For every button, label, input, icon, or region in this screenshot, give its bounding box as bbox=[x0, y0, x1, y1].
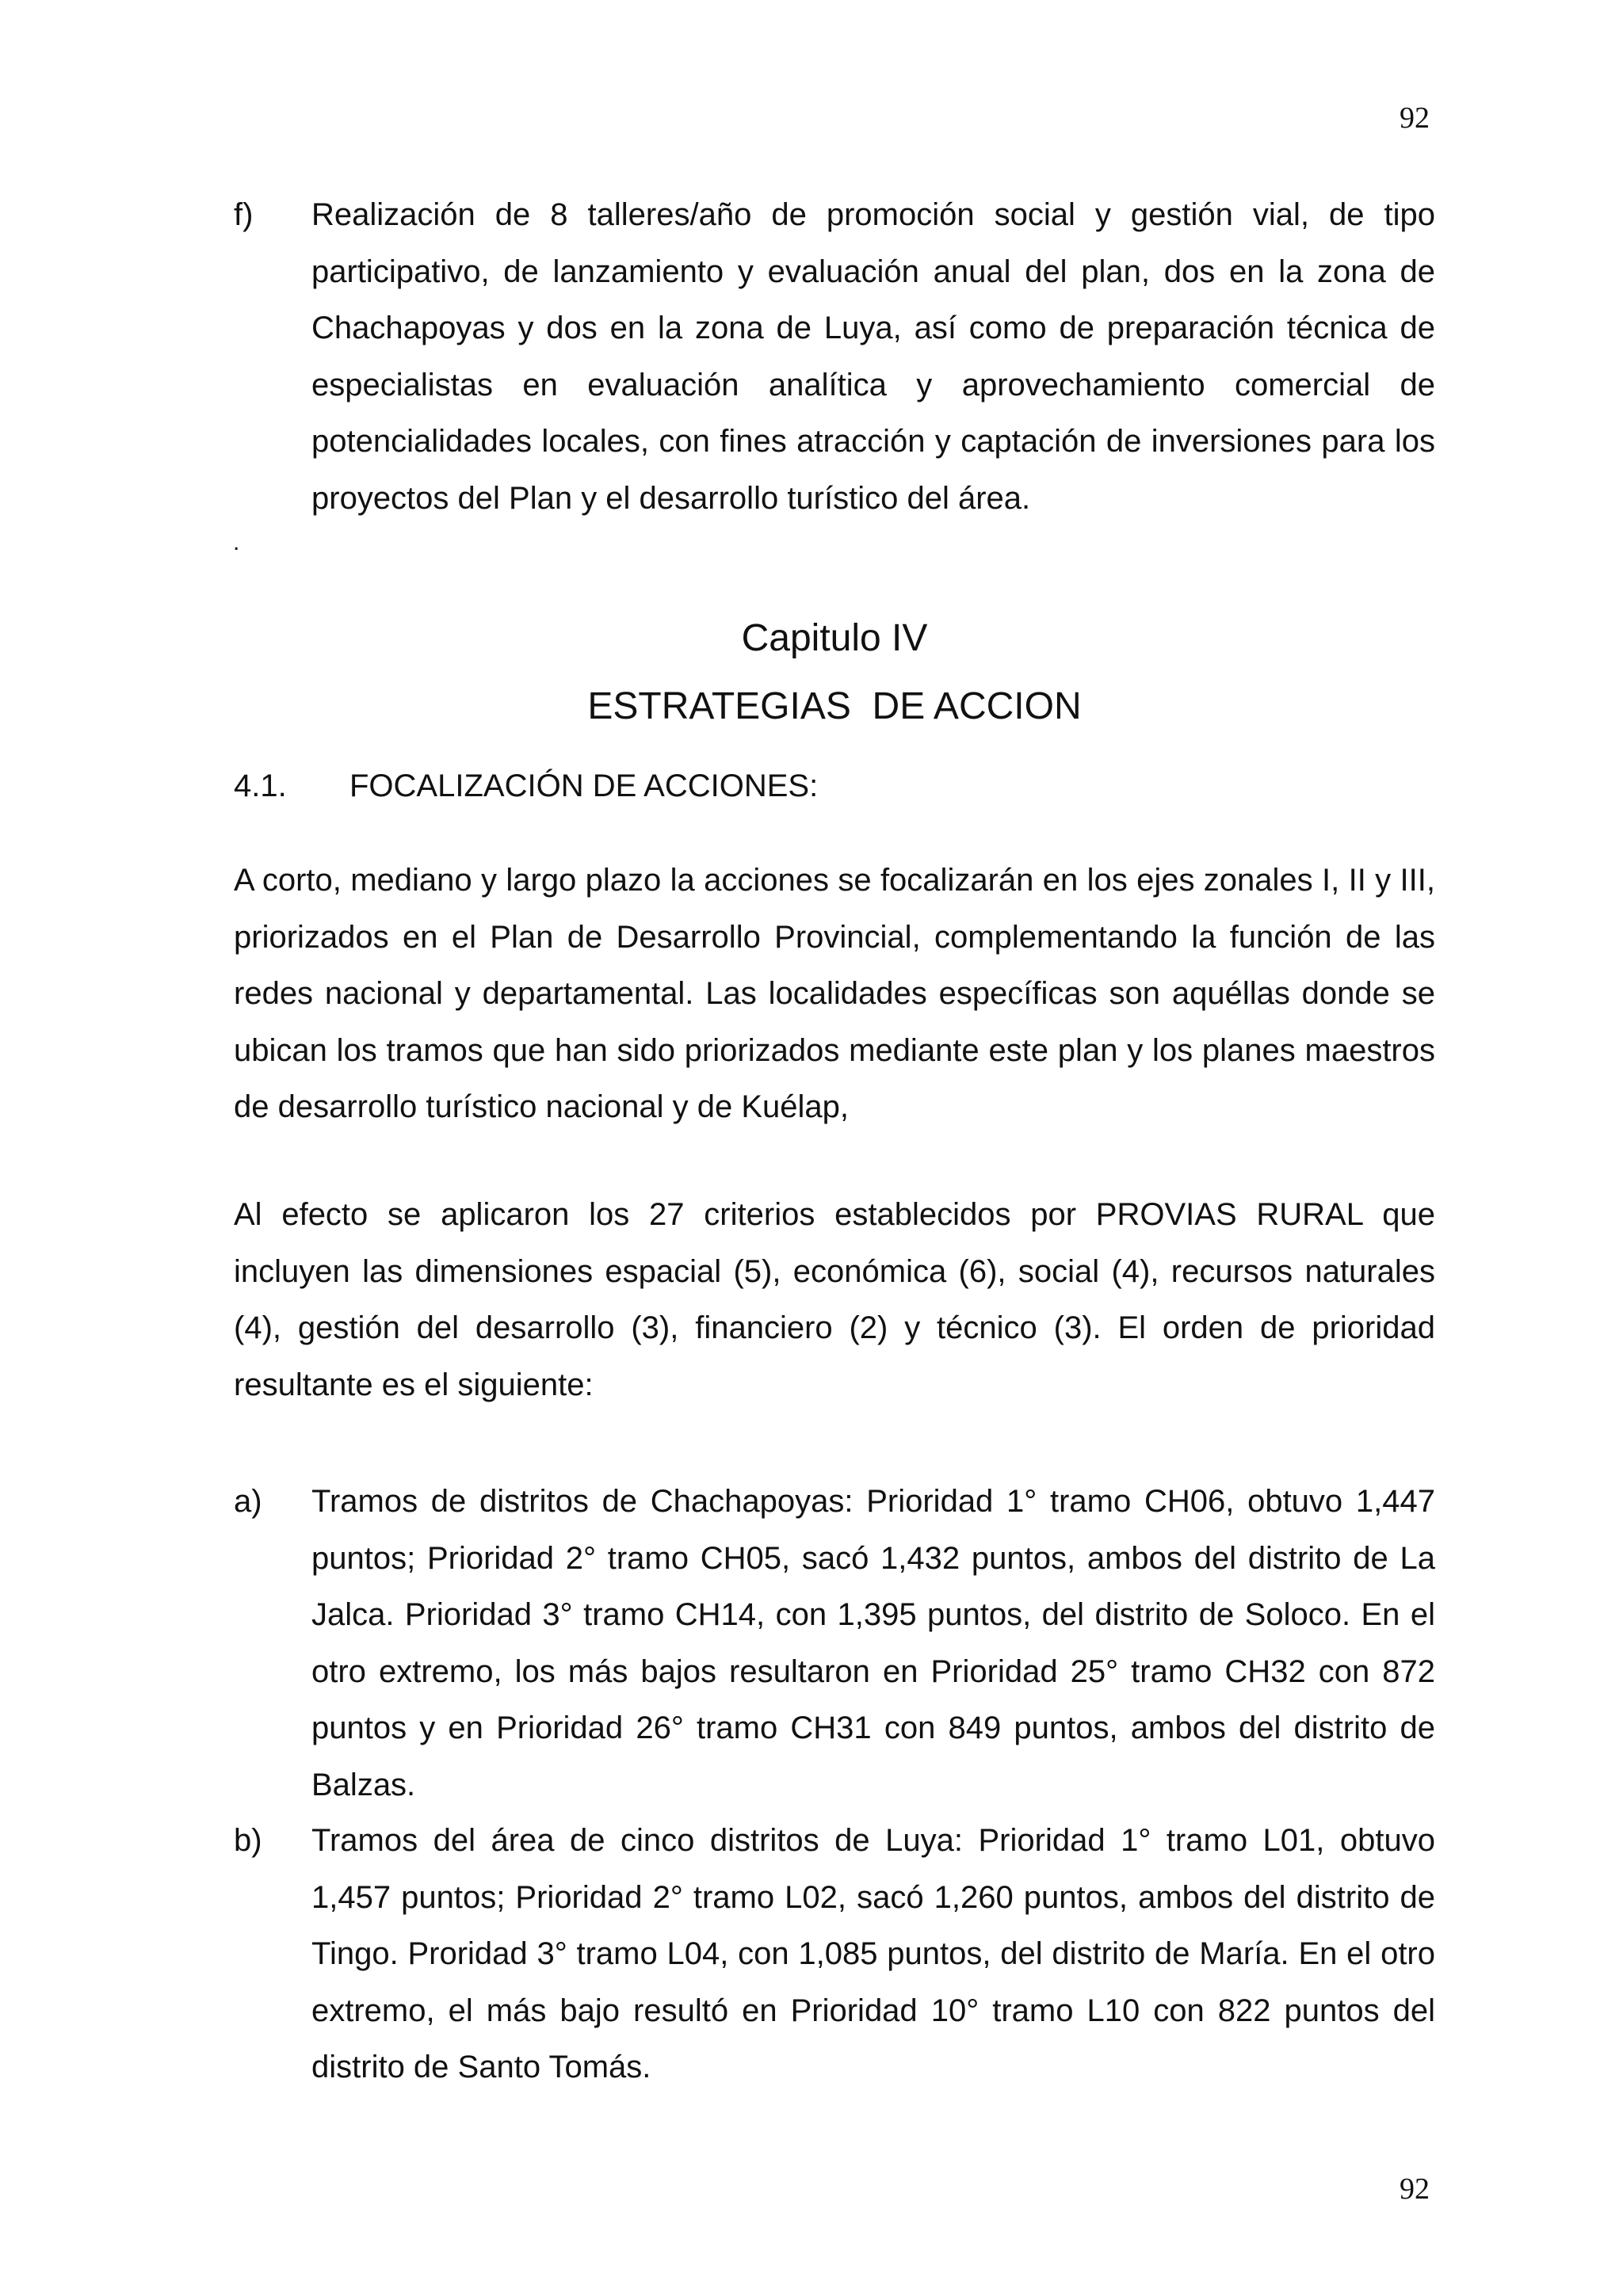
section-heading bbox=[234, 770, 818, 802]
list-item-a bbox=[234, 1474, 1435, 1814]
page-number-top: 92 bbox=[1400, 101, 1430, 135]
page-number-bottom: 92 bbox=[1400, 2172, 1430, 2206]
list-marker: f) bbox=[234, 197, 254, 232]
list-marker: a) bbox=[234, 1484, 262, 1519]
chapter-label: Capitulo IV bbox=[741, 617, 928, 659]
list-marker: b) bbox=[234, 1823, 262, 1858]
chapter-title: ESTRATEGIAS DE ACCION bbox=[587, 685, 1082, 727]
stray-mark: . bbox=[233, 529, 240, 555]
list-item-text: Tramos de distritos de Chachapoyas: Prioridad 1° tramo CH06, obtuvo 1,447 puntos; Prioridad 2° tramo CH05, sacó 1,432 puntos, ambos del distrito de La Jalca. Prioridad 3° tramo CH14, con 1,395 puntos, del distrito de Soloco. En el otro extremo, los más bajos resultaron en Prioridad 25° tramo CH32 con 872 puntos y en Prioridad 26° tramo CH31 con 849 puntos, ambos del distrito de Balzas. bbox=[311, 1484, 1435, 1802]
list-item-text: Tramos del área de cinco distritos de Luya: Prioridad 1° tramo L01, obtuvo 1,457 puntos; Prioridad 2° tramo L02, sacó 1,260 puntos, ambos del distrito de Tingo. Proridad 3° tramo L04, con 1,085 puntos, del distrito de María. En el otro extremo, el más bajo resultó en Prioridad 10° tramo L10 con 822 puntos del distrito de Santo Tomás. bbox=[311, 1823, 1435, 2084]
list-item-b bbox=[234, 1813, 1435, 2096]
paragraph-focalizacion: A corto, mediano y largo plazo la acciones se focalizarán en los ejes zonales I, II y III, priorizados en el Plan de Desarrollo Provincial, complementando la función de las redes nacional y departamental. Las localidades específicas son aquéllas donde se ubican los tramos que han sido priorizados mediante este plan y los planes maestros de desarrollo turístico nacional y de Kuélap, bbox=[234, 863, 1435, 1124]
section-number: 4.1. bbox=[234, 769, 287, 803]
section-title: FOCALIZACIÓN DE ACCIONES: bbox=[349, 769, 819, 803]
paragraph-criterios: Al efecto se aplicaron los 27 criterios establecidos por PROVIAS RURAL que incluyen las dimensiones espacial (5), económica (6), social (4), recursos naturales (4), gestión del desarrollo (3), financiero (2) y técnico (3). El orden de prioridad resultante es el siguiente: bbox=[234, 1197, 1435, 1402]
list-item-text: Realización de 8 talleres/año de promoción social y gestión vial, de tipo participativo, de lanzamiento y evaluación anual del plan, dos en la zona de Chachapoyas y dos en la zona de Luya, así como de preparación técnica de especialistas en evaluación analítica y aprovechamiento comercial de potencialidades locales, con fines atracción y captación de inversiones para los proyectos del Plan y el desarrollo turístico del área. bbox=[311, 197, 1435, 516]
list-item-f bbox=[234, 187, 1435, 527]
